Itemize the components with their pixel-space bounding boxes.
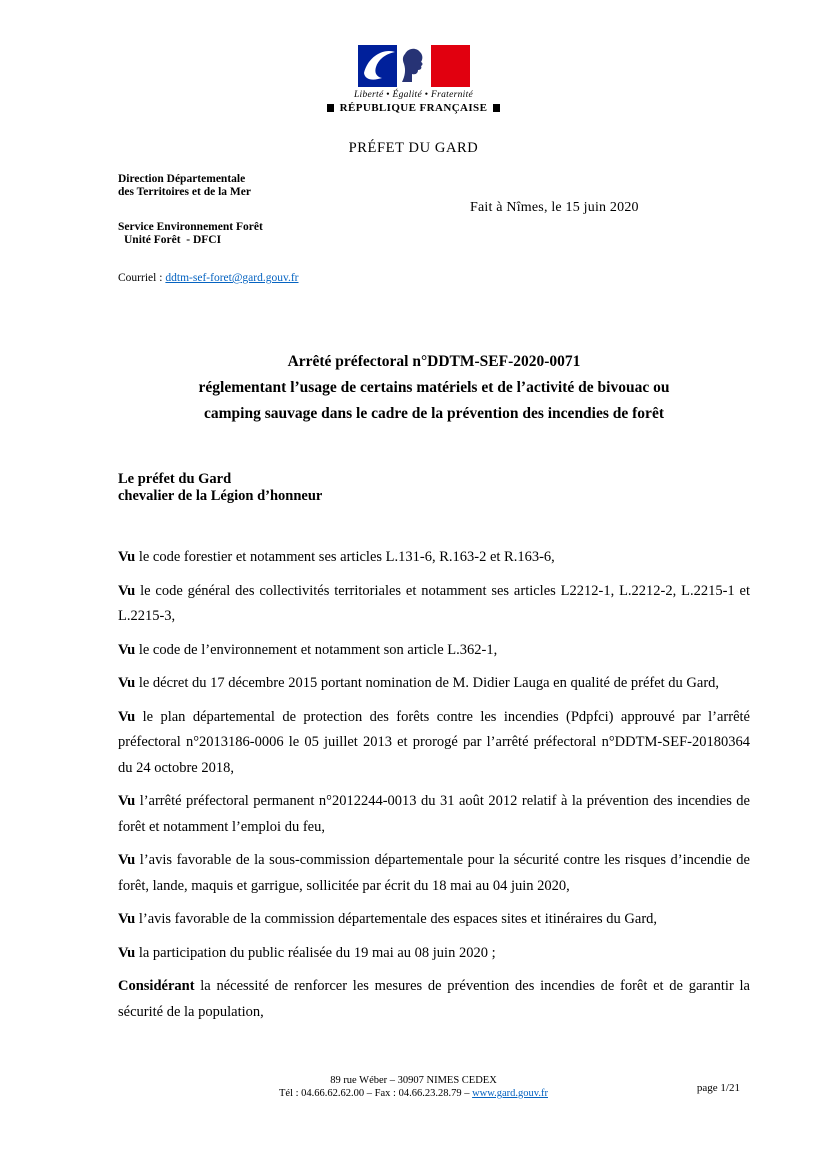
republique-francaise-logo [0,0,827,114]
vu-lead: Vu [118,944,136,961]
title-line2: réglementant l’usage de certains matériels et de l’activité de bivouac ou [198,379,670,396]
vu-paragraph [118,907,750,933]
tricolor-flag-icon [358,45,470,87]
direction-block [118,173,750,199]
vu-lead: Vu [118,911,136,927]
vu-lead: Vu [118,852,136,868]
vu-paragraph [118,941,750,967]
vu-text: le code forestier et notamment ses articles L.131-6, R.163-2 et R.163-6, [135,549,555,565]
considerant-paragraph [118,974,750,1025]
logo-motto: Liberté • Égalité • Fraternité [353,90,474,100]
salutation [118,471,750,505]
vu-text: le décret du 17 décembre 2015 portant nomination de M. Didier Lauga en qualité de préfet du Gard, [135,675,720,691]
document-body [118,545,750,1025]
document-title [118,349,750,427]
vu-paragraph [118,579,750,630]
logo-republic-text: RÉPUBLIQUE FRANÇAISE [339,102,488,114]
title-line3: camping sauvage dans le cadre de la prévention des incendies de forêt [204,405,664,422]
vu-text: le code de l’environnement et notamment son article L.362-1, [135,641,498,658]
dateline: Fait à Nîmes, le 15 juin 2020 [470,200,639,215]
footer-website-link[interactable]: www.gard.gouv.fr [472,1088,548,1099]
vu-paragraph [118,638,750,664]
vu-lead: Vu [118,549,136,565]
vu-paragraph [118,789,750,840]
vu-text: l’arrêté préfectoral permanent n°2012244-0013 du 31 août 2012 relatif à la prévention des incendies de forêt et notamment l’emploi du feu, [118,793,750,835]
logo-republic [0,102,827,114]
direction-line2: des Territoires et de la Mer [118,186,251,198]
vu-paragraph [118,671,750,697]
title-line1: Arrêté préfectoral n°DDTM-SEF-2020-0071 [287,353,581,370]
service-line: Service Environnement Forêt [118,221,263,233]
vu-lead: Vu [118,641,136,658]
vu-paragraph [118,545,750,571]
email-label: Courriel : [118,272,163,284]
prefecture-title: PRÉFET DU GARD [348,140,479,156]
vu-text: l’avis favorable de la commission départementale des espaces sites et itinéraires du Gard, [135,911,658,927]
salutation-line2: chevalier de la Légion d’honneur [118,488,323,504]
considerant-lead: Considérant [118,978,195,994]
salutation-line1: Le préfet du Gard [118,471,232,487]
vu-lead: Vu [118,708,136,725]
vu-lead: Vu [118,582,136,599]
page-number: page 1/21 [696,1082,740,1094]
unit-line: Unité Forêt - DFCI [124,234,222,246]
logo-right-tab-icon [493,104,500,112]
considerant-text: la nécessité de renforcer les mesures de prévention des incendies de forêt et de garantir la sécurité de la population, [118,978,750,1020]
vu-text: l’avis favorable de la sous-commission départementale pour la sécurité contre les risques d’incendie de forêt, lande, maquis et garrigue, sollicitée par écrit du 18 mai au 04 juin 2020, [118,852,750,894]
direction-line1: Direction Départementale [118,173,246,185]
letterhead [118,173,750,285]
vu-text: le code général des collectivités territoriales et notamment ses articles L2212-1, L.2212-2, L.2215-1 et L.2215-3, [118,582,750,624]
footer-contact-text: Tél : 04.66.62.62.00 – Fax : 04.66.23.28.79 – [279,1088,473,1099]
vu-text: la participation du public réalisée du 19 mai au 08 juin 2020 ; [135,944,496,961]
email-line [118,272,750,285]
logo-left-tab-icon [327,104,334,112]
vu-paragraph [118,705,750,782]
footer-address: 89 rue Wéber – 30907 NIMES CEDEX [330,1075,497,1086]
email-link[interactable]: ddtm-sef-foret@gard.gouv.fr [165,272,299,284]
vu-lead: Vu [118,793,136,809]
vu-paragraph [118,848,750,899]
vu-text: le plan départemental de protection des forêts contre les incendies (Pdpfci) approuvé par l’arrêté préfectoral n°2013186-0006 le 05 juillet 2013 et prorogé par l’arrêté préfectoral n°DDTM-SEF-20180364 du 24 octobre 2018, [118,708,750,776]
vu-lead: Vu [118,675,136,691]
